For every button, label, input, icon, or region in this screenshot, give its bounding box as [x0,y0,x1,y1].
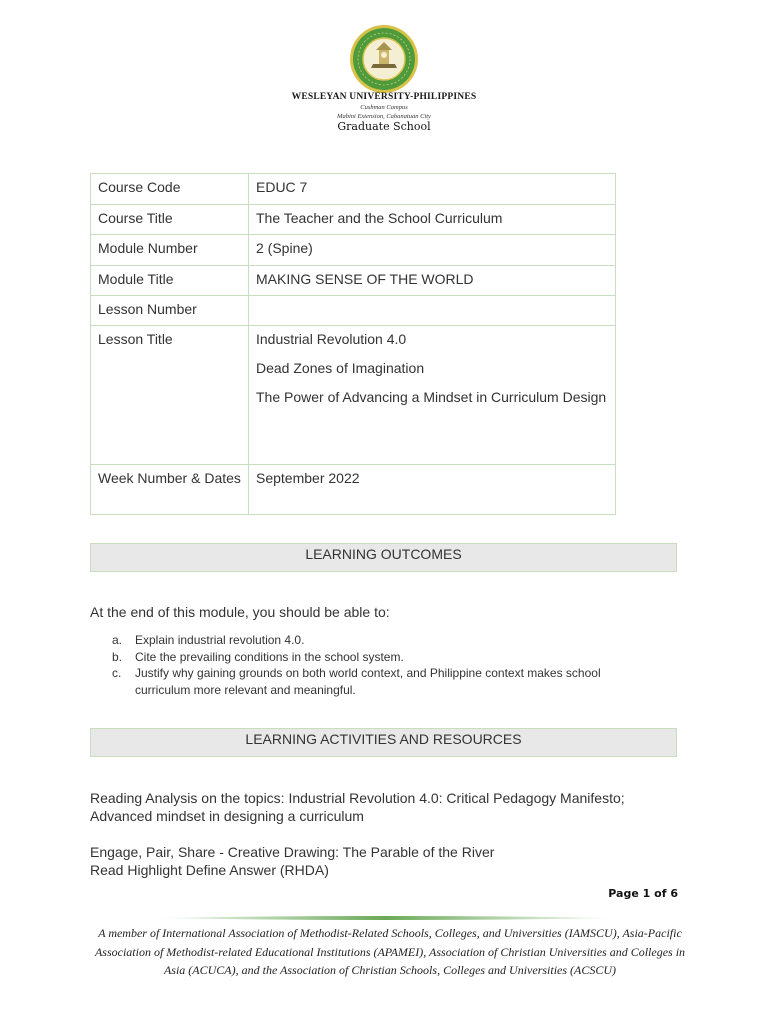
lesson-title-3: The Power of Advancing a Mindset in Curriculum Design [256,389,607,405]
rhda-text: Read Highlight Define Answer (RHDA) [90,862,329,878]
row-value [249,266,616,296]
learning-activities-heading: LEARNING ACTIVITIES AND RESOURCES [90,728,677,757]
row-label: Module Title [91,266,249,296]
course-title-value: The Teacher and the School Curriculum [256,210,503,226]
learning-outcomes-heading: LEARNING OUTCOMES [90,543,677,572]
outcomes-list [112,632,652,698]
module-title-value: MAKING SENSE OF THE WORLD [256,271,474,287]
module-number-value: 2 (Spine) [256,240,313,256]
current-page: 1 [642,887,651,900]
campus-address: Mabini Extension, Cabanatuan City [337,113,431,120]
table-row [91,465,616,515]
list-marker: b. [112,649,123,664]
campus-name: Cushman Campus [360,104,408,111]
list-item [112,649,652,666]
list-item [112,665,652,698]
school-name: Graduate School [337,120,431,133]
course-info-table [90,173,616,515]
row-value [249,326,616,465]
row-value [249,174,616,205]
table-row [91,266,616,296]
row-label: Module Number [91,235,249,266]
table-row [91,296,616,326]
table-row [91,326,616,465]
footer-divider [150,910,620,920]
table-row [91,174,616,205]
row-value [249,205,616,235]
membership-statement: A member of International Association of Methodist-Related Schools, Colleges, and Universities (IAMSCU), Asia-Pacific Association of Methodist-related Educational Institutions (APAMEI), Association of Christian Universities and Colleges in Asia (ACUCA), and the Association of Christian Schools, Colleges and Universities (ACSCU) [94,926,686,977]
list-marker: c. [112,666,122,680]
table-row [91,205,616,235]
row-label: Course Title [91,205,249,235]
page-number [560,887,678,900]
row-value [249,296,616,326]
row-label: Lesson Number [91,296,249,326]
row-label: Lesson Title [91,326,249,465]
row-value [249,465,616,515]
list-item [112,632,652,649]
total-pages: 6 [670,887,678,900]
list-item-text: Explain industrial revolution 4.0. [135,633,305,647]
list-item-text: Justify why gaining grounds on both world context, and Philippine context makes school curriculum more relevant and meaningful. [135,666,601,697]
lesson-title-1: Industrial Revolution 4.0 [256,331,407,347]
row-label: Course Code [91,174,249,205]
list-item-text: Cite the prevailing conditions in the school system. [135,649,404,664]
course-code-value: EDUC 7 [256,179,308,195]
list-marker: a. [112,633,123,647]
outcomes-intro: At the end of this module, you should be able to: [90,604,390,620]
engage-pair-share-text: Engage, Pair, Share - Creative Drawing: The Parable of the River [90,844,495,860]
lesson-title-2: Dead Zones of Imagination [256,360,425,376]
row-label: Week Number & Dates [91,465,249,515]
row-value [249,235,616,266]
table-row [91,235,616,266]
page-label: Page [608,887,639,900]
of-label: of [654,887,667,900]
reading-analysis-text: Reading Analysis on the topics: Industrial Revolution 4.0: Critical Pedagogy Manifesto; Advanced mindset in designing a curriculum [90,790,625,824]
week-dates-value: September 2022 [256,470,360,486]
university-seal-logo [349,24,419,94]
activities-text [90,843,690,879]
university-name: WESLEYAN UNIVERSITY-PHILIPPINES [291,92,477,102]
